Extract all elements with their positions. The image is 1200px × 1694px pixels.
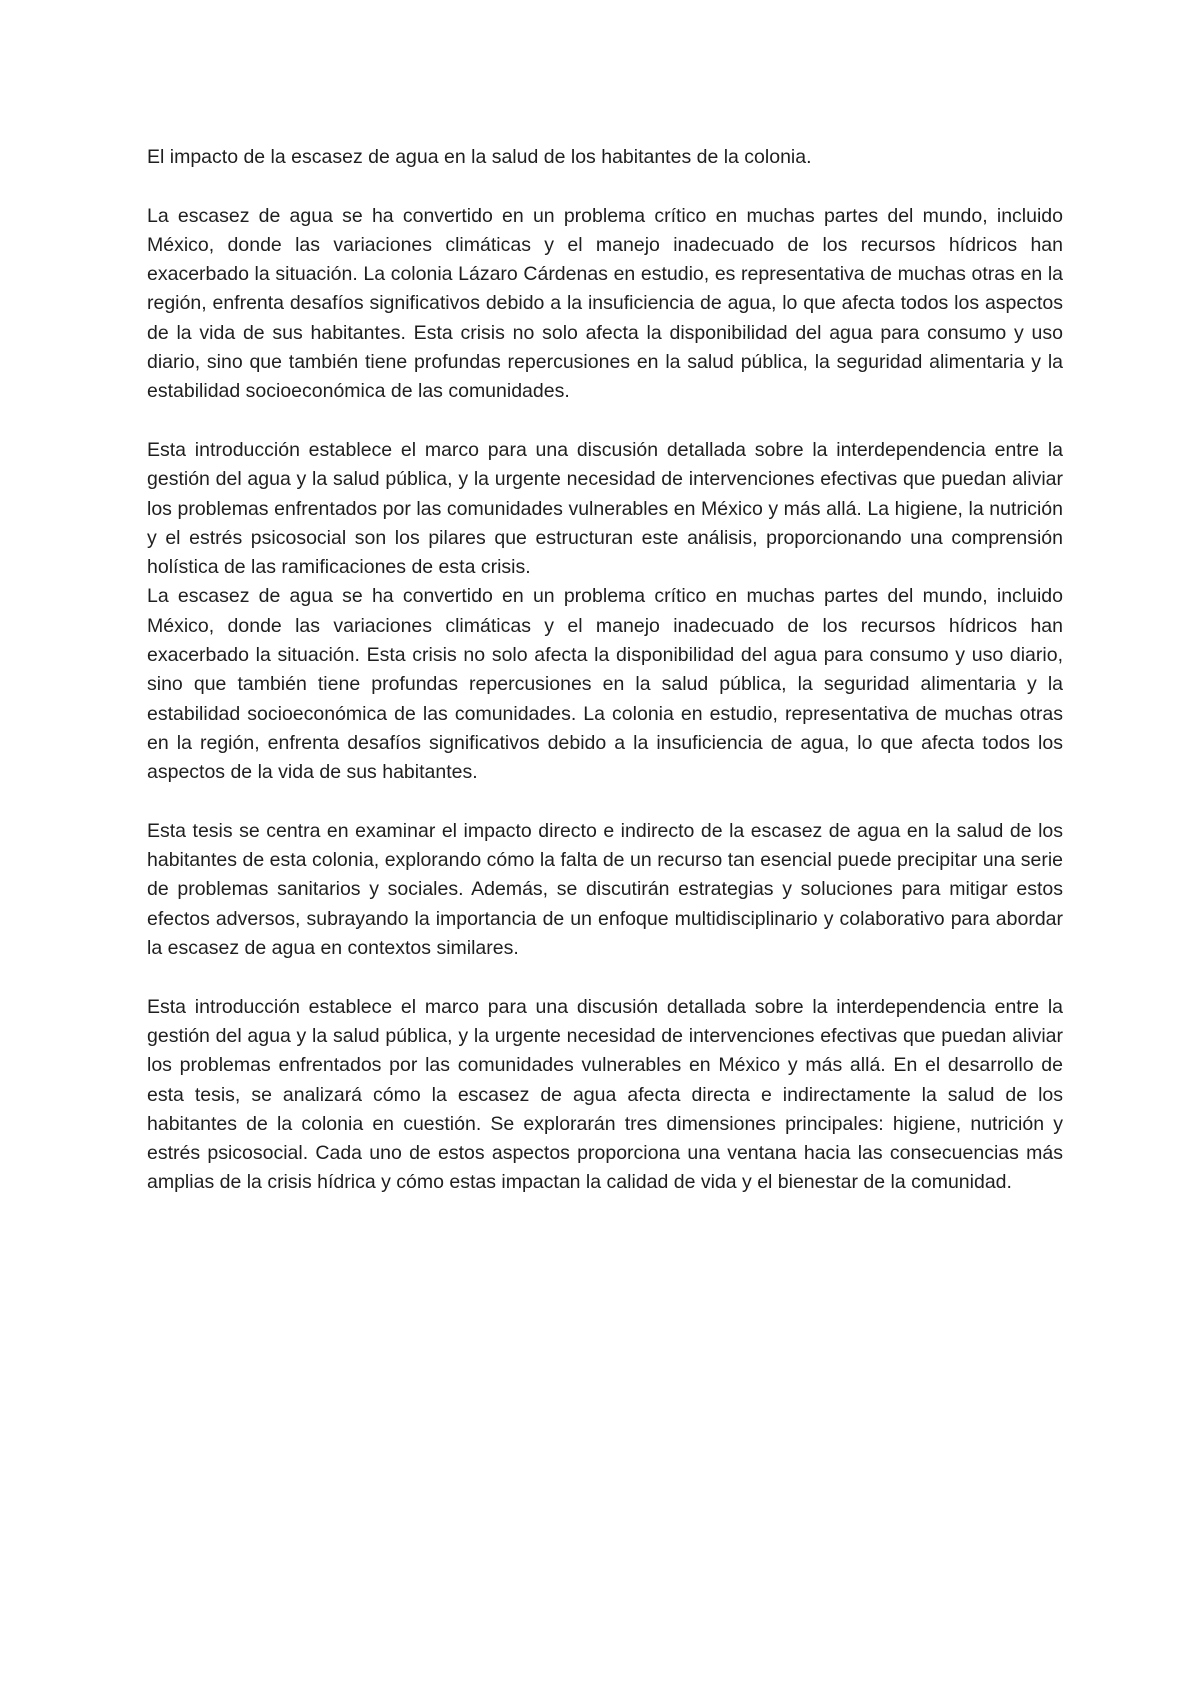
paragraph: Esta introducción establece el marco para una discusión detallada sobre la interdependencia entre la gestión del agua y la salud pública, y la urgente necesidad de intervenciones efectivas que puedan aliviar los problemas enfrentados por las comunidades vulnerables en México y más allá. La higiene, la nutrición y el estrés psicosocial son los pilares que estructuran este análisis, proporcionando una comprensión holística de las ramificaciones de esta crisis. — [147, 438, 1063, 579]
paragraph: Esta introducción establece el marco para una discusión detallada sobre la interdependencia entre la gestión del agua y la salud pública, y la urgente necesidad de intervenciones efectivas que puedan aliviar los problemas enfrentados por las comunidades vulnerables en México y más allá. En el desarrollo de esta tesis, se analizará cómo la escasez de agua afecta directa e indirectamente la salud de los habitantes de la colonia en cuestión. Se explorarán tres dimensiones principales: higiene, nutrición y estrés psicosocial. Cada uno de estos aspectos proporciona una ventana hacia las consecuencias más amplias de la crisis hídrica y cómo estas impactan la calidad de vida y el bienestar de la comunidad. — [147, 995, 1063, 1194]
paragraph: La escasez de agua se ha convertido en un problema crítico en muchas partes del mundo, incluido México, donde las variaciones climáticas y el manejo inadecuado de los recursos hídricos han exacerbado la situación. Esta crisis no solo afecta la disponibilidad del agua para consumo y uso diario, sino que también tiene profundas repercusiones en la salud pública, la seguridad alimentaria y la estabilidad socioeconómica de las comunidades. La colonia en estudio, representativa de muchas otras en la región, enfrenta desafíos significativos debido a la insuficiencia de agua, lo que afecta todos los aspectos de la vida de sus habitantes. — [147, 585, 1063, 784]
paragraph: Esta tesis se centra en examinar el impacto directo e indirecto de la escasez de agua en la salud de los habitantes de esta colonia, explorando cómo la falta de un recurso tan esencial puede precipitar una serie de problemas sanitarios y sociales. Además, se discutirán estrategias y soluciones para mitigar estos efectos adversos, subrayando la importancia de un enfoque multidisciplinario y colaborativo para abordar la escasez de agua en contextos similares. — [147, 819, 1063, 960]
paragraph: La escasez de agua se ha convertido en un problema crítico en muchas partes del mundo, incluido México, donde las variaciones climáticas y el manejo inadecuado de los recursos hídricos han exacerbado la situación. La colonia Lázaro Cárdenas en estudio, es representativa de muchas otras en la región, enfrenta desafíos significativos debido a la insuficiencia de agua, lo que afecta todos los aspectos de la vida de sus habitantes. Esta crisis no solo afecta la disponibilidad del agua para consumo y uso diario, sino que también tiene profundas repercusiones en la salud pública, la seguridad alimentaria y la estabilidad socioeconómica de las comunidades. — [147, 204, 1063, 403]
document-body — [147, 143, 1063, 1198]
document-title: El impacto de la escasez de agua en la salud de los habitantes de la colonia. — [147, 146, 812, 168]
